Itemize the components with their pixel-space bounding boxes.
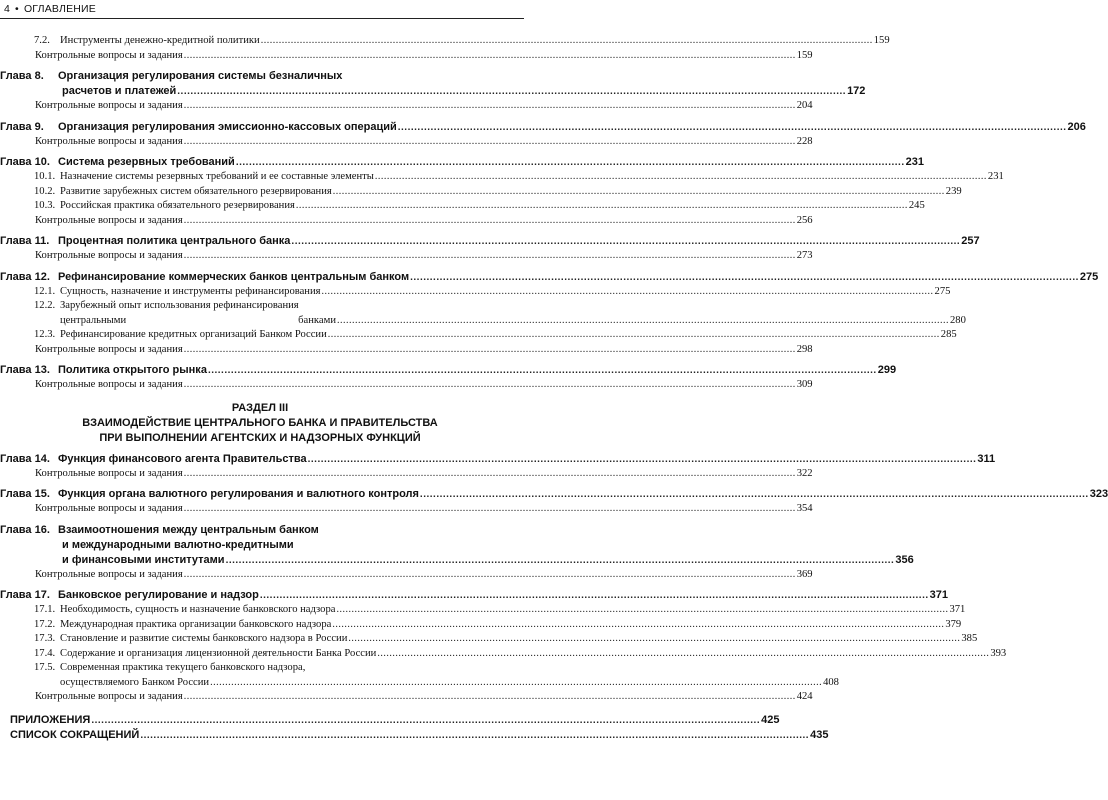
entry-number: 12.1. [34,285,56,297]
leader-dots [226,553,895,568]
chapter-number: Глава 16. [0,523,50,536]
leader-dots [260,588,929,603]
entry-title-cont: осуществляемого Банком России [60,676,210,688]
entry-title: Необходимость, сущность и назначение банковского надзора [60,604,336,615]
entry-title: Становление и развитие системы банковского надзора в России [60,633,348,644]
chapter-title: Банковское регулирование и надзор [58,589,259,601]
leader-dots [91,713,760,728]
chapter-title: Функция финансового агента Правительства [58,452,307,465]
appendix-page: 425 [761,713,780,726]
entry-title-cont: банками [298,314,336,326]
entry-title: Назначение системы резервных требований и ее составные элементы [60,171,374,182]
entry-number: 10.1. [34,171,56,182]
entry-page: 204 [796,100,813,111]
entry-page: 424 [796,691,813,702]
toc-entry-17-5[interactable] [0,661,520,676]
chapter-13-heading[interactable] [0,363,897,378]
chapter-title-cont: и международными валютно-кредитными [62,538,294,551]
toc-entry-questions[interactable] [0,690,813,705]
chapter-12-heading[interactable] [0,270,1099,285]
page-number: 4 [4,3,11,15]
entry-title: Инструменты денежно-кредитной политики [60,35,260,46]
chapter-page: 257 [961,235,980,247]
chapter-title: Система резервных требований [58,156,235,168]
entry-page: 379 [945,618,962,630]
chapter-16-heading[interactable] [0,523,520,538]
chapter-title: Организация регулирования системы безналичных [58,70,343,82]
entry-page: 280 [950,314,966,326]
toc-entry-questions[interactable] [0,467,813,482]
header-bullet: • [15,3,19,15]
entry-number: 7.2. [34,35,50,46]
entry-title: Российская практика обязательного резервирования [60,200,295,211]
chapter-8-heading[interactable] [0,69,520,84]
chapter-9-heading[interactable] [0,120,1086,135]
entry-title: Развитие зарубежных систем обязательного резервирования [60,185,332,197]
toc-entry-17-5-line2[interactable] [0,676,839,691]
leader-dots [261,34,873,49]
entry-number: 17.5. [34,662,56,673]
chapter-10-heading[interactable] [0,155,924,170]
toc-entry-questions[interactable] [0,568,813,583]
chapter-17-heading[interactable] [0,588,948,603]
leader-dots [420,487,1089,502]
toc-entry-17-2[interactable] [0,618,962,633]
chapter-number: Глава 12. [0,270,50,283]
chapter-page: 311 [977,452,996,465]
toc-entry-questions[interactable] [0,49,813,64]
chapter-page: 323 [1089,488,1108,500]
toc-entry-17-3[interactable] [0,632,978,647]
entry-number: 12.2. [34,300,56,311]
entry-title: Международная практика организации банковского надзора [60,618,332,630]
chapter-number: Глава 8. [0,70,44,82]
leader-dots [337,314,949,329]
entry-page: 228 [796,135,813,147]
entry-title: Контрольные вопросы и задания [35,691,183,702]
chapter-title: Рефинансирование коммерческих банков центральным банком [58,270,410,283]
leader-dots [184,49,796,64]
toc-entry-questions[interactable] [0,135,813,150]
chapter-page: 206 [1067,120,1086,133]
header-rule [0,18,524,19]
entry-page: 275 [934,285,951,297]
leader-dots [184,99,796,114]
toc-entry-questions[interactable] [0,99,813,114]
leader-dots [184,249,796,264]
entry-page: 393 [990,647,1007,659]
chapter-number: Глава 14. [0,452,50,465]
toc-entry-17-1[interactable] [0,603,966,618]
toc-entry-12-1[interactable] [0,285,951,300]
running-title: ОГЛАВЛЕНИЕ [23,3,97,15]
chapter-16-heading-line2[interactable] [0,538,520,553]
entry-title: Сущность, назначение и инструменты рефинансирования [60,285,321,297]
entry-page: 371 [949,604,966,615]
running-head [4,3,520,15]
toc-abbreviations[interactable] [0,728,829,743]
chapter-11-heading[interactable] [0,234,980,249]
chapter-title: Взаимоотношения между центральным банком [58,523,319,536]
leader-dots [184,214,796,229]
entry-title: Контрольные вопросы и задания [35,503,183,514]
chapter-page: 299 [877,364,897,376]
toc-entry-questions[interactable] [0,343,813,358]
entry-number: 17.2. [34,618,56,630]
chapter-title-cont: и финансовыми институтами [62,553,225,566]
table-of-contents [0,34,1108,743]
chapter-page: 231 [905,156,924,168]
appendix-page: 435 [810,728,829,741]
entry-page: 285 [940,329,957,340]
entry-page: 322 [796,467,813,479]
entry-title: Контрольные вопросы и задания [35,214,183,226]
entry-title: Контрольные вопросы и задания [35,49,183,61]
chapter-14-heading[interactable] [0,452,996,467]
chapter-title: Организация регулирования эмиссионно-кассовых операций [58,120,397,133]
toc-entry-10-2[interactable] [0,185,962,200]
leader-dots [296,199,908,214]
entry-page: 309 [796,379,813,390]
toc-entry-12-2[interactable] [0,299,520,314]
leader-dots [410,270,1079,285]
entry-page: 298 [796,343,813,355]
chapter-number: Глава 11. [0,235,50,247]
leader-dots [336,603,948,618]
leader-dots [333,185,945,200]
toc-entry-12-2-line2[interactable] [0,314,966,329]
chapter-8-heading-line2[interactable] [0,84,866,99]
leader-dots [140,728,809,743]
entry-number: 10.3. [34,200,56,211]
toc-entry-questions[interactable] [0,249,813,264]
leader-dots [184,502,796,517]
entry-page: 273 [796,250,813,261]
section-label: РАЗДЕЛ III [231,401,289,414]
toc-appendices[interactable] [0,713,780,728]
chapter-page: 356 [895,553,914,566]
leader-dots [348,632,960,647]
chapter-15-heading[interactable] [0,487,1108,502]
entry-title: Контрольные вопросы и задания [35,379,183,390]
toc-entry-questions[interactable] [0,378,813,393]
leader-dots [291,234,960,249]
section-heading[interactable] [0,401,520,446]
entry-title: Контрольные вопросы и задания [35,135,183,147]
entry-page: 159 [873,35,890,46]
entry-number: 17.3. [34,633,56,644]
entry-page: 231 [987,171,1004,182]
entry-title: Контрольные вопросы и задания [35,467,183,479]
toc-entry-10-3[interactable] [0,199,925,214]
entry-page: 245 [908,200,925,211]
chapter-title: Политика открытого рынка [58,364,207,376]
chapter-page: 275 [1079,270,1099,283]
leader-dots [398,120,1067,135]
chapter-16-heading-line3[interactable] [0,553,914,568]
chapter-number: Глава 10. [0,156,50,168]
toc-entry-10-1[interactable] [0,170,1004,185]
entry-title: Контрольные вопросы и задания [35,343,183,355]
leader-dots [184,378,796,393]
toc-entry-7-2[interactable] [0,34,890,49]
entry-page: 239 [945,185,962,197]
entry-title: Контрольные вопросы и задания [35,100,183,111]
leader-dots [210,676,822,691]
toc-entry-questions[interactable] [0,214,813,229]
entry-title: Зарубежный опыт использования рефинансирования [60,300,299,311]
entry-page: 369 [796,568,813,580]
appendix-title: СПИСОК СОКРАЩЕНИЙ [10,728,140,741]
entry-number: 10.2. [34,185,56,197]
leader-dots [184,690,796,705]
entry-page: 354 [796,503,813,514]
entry-page: 385 [961,633,978,644]
entry-page: 159 [796,49,813,61]
leader-dots [184,467,796,482]
chapter-title: Функция органа валютного регулирования и валютного контроля [58,488,419,500]
toc-entry-questions[interactable] [0,502,813,517]
entry-title-cont: центральными [60,314,127,326]
chapter-number: Глава 9. [0,120,44,133]
entry-title: Контрольные вопросы и задания [35,568,183,580]
entry-title: Рефинансирование кредитных организаций Банком России [60,329,327,340]
entry-page: 256 [796,214,813,226]
leader-dots [184,135,796,150]
leader-dots [177,84,846,99]
chapter-title-cont: расчетов и платежей [62,85,177,97]
chapter-number: Глава 13. [0,364,50,376]
appendix-title: ПРИЛОЖЕНИЯ [10,713,91,726]
leader-dots [322,285,934,300]
chapter-number: Глава 15. [0,488,50,500]
leader-dots [308,452,977,467]
section-title: ВЗАИМОДЕЙСТВИЕ ЦЕНТРАЛЬНОГО БАНКА И ПРАВИТЕЛЬСТВА [82,416,438,429]
leader-dots [236,155,905,170]
toc-entry-17-4[interactable] [0,647,1007,662]
entry-title: Современная практика текущего банковского надзора, [60,662,306,673]
section-title-cont: ПРИ ВЫПОЛНЕНИИ АГЕНТСКИХ И НАДЗОРНЫХ ФУНКЦИЙ [99,431,421,444]
leader-dots [377,647,989,662]
leader-dots [332,618,944,633]
toc-entry-12-3[interactable] [0,328,957,343]
entry-title: Содержание и организация лицензионной деятельности Банка России [60,647,377,659]
entry-title: Контрольные вопросы и задания [35,250,183,261]
leader-dots [375,170,987,185]
entry-number: 17.4. [34,647,56,659]
leader-dots [184,568,796,583]
leader-dots [328,328,940,343]
entry-page: 408 [823,676,839,688]
leader-dots [208,363,877,378]
chapter-page: 172 [847,85,866,97]
entry-number: 12.3. [34,329,56,340]
chapter-title: Процентная политика центрального банка [58,235,291,247]
chapter-page: 371 [929,589,948,601]
chapter-number: Глава 17. [0,589,50,601]
leader-dots [184,343,796,358]
entry-number: 17.1. [34,604,56,615]
